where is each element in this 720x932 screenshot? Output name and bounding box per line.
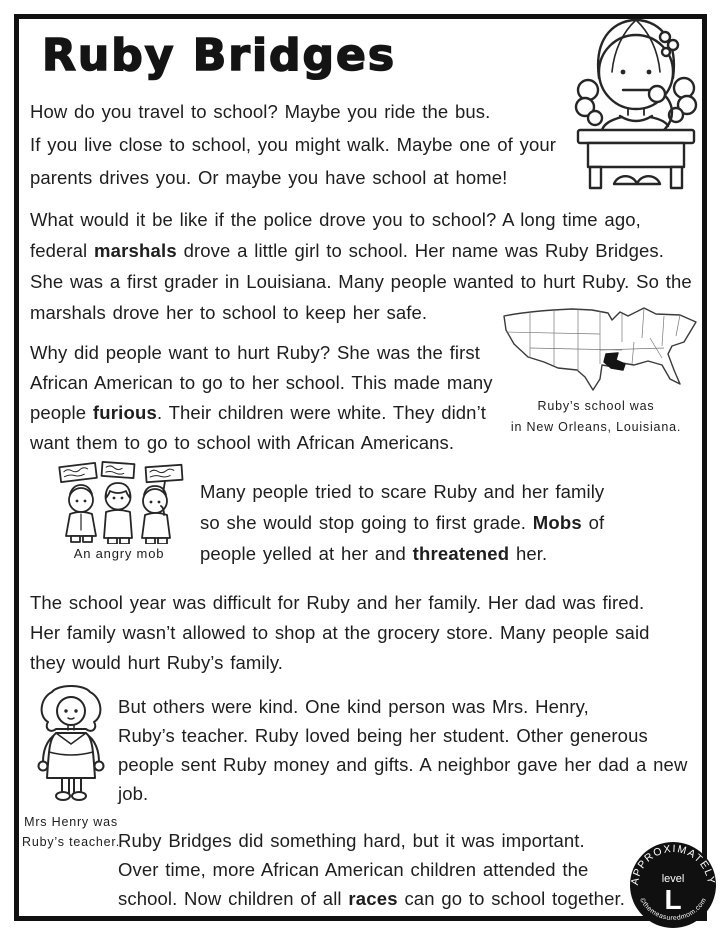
paragraph-4: Many people tried to scare Ruby and her family so she would stop going to first grade. Mobs of people yelled at her and threatened her. bbox=[200, 481, 605, 564]
teacher-illustration bbox=[32, 682, 112, 804]
level-badge bbox=[629, 841, 717, 929]
picket-sign bbox=[102, 462, 135, 478]
paragraph-5: The school year was difficult for Ruby and her family. Her dad was fired. Her family wasn’t allowed to shop at the grocery store. Many people said they would hurt Ruby’s family. bbox=[30, 592, 650, 673]
badge-level-letter: L bbox=[664, 884, 682, 915]
mob-caption: An angry mob bbox=[73, 546, 165, 561]
page-title: Ruby Bridges bbox=[42, 30, 397, 81]
paragraph-1: How do you travel to school? Maybe you ride the bus. If you live close to school, you might walk. Maybe one of your parents drives you. Or maybe you have school at home! bbox=[30, 101, 557, 188]
girl-at-desk-illustration bbox=[562, 12, 710, 192]
pigtail-right bbox=[674, 78, 694, 98]
paragraph-7: Ruby Bridges did something hard, but it was important. Over time, more African American children attended the school. Now children of all races can go to school together. bbox=[118, 830, 625, 909]
pigtail-left bbox=[578, 80, 598, 100]
badge-level-label: level bbox=[661, 873, 685, 885]
desk-top bbox=[578, 130, 694, 143]
paragraph-6: But others were kind. One kind person was Mrs. Henry, Ruby’s teacher. Ruby loved being her student. Other generous people sent Ruby money and gifts. A neighbor gave her dad a new job. bbox=[118, 696, 688, 804]
badge-arc-top: APPROXIMATELY bbox=[629, 842, 717, 886]
paragraph-3: Why did people want to hurt Ruby? She was the first African American to go to her school. This made many people furious. Their children were white. They didn’t want them to go to school with African Americans. bbox=[30, 342, 493, 453]
angry-mob-illustration bbox=[52, 460, 188, 544]
teacher-caption: Mrs Henry was Ruby’s teacher. bbox=[22, 815, 120, 849]
picket-sign bbox=[146, 465, 183, 482]
usa-map-illustration bbox=[494, 302, 704, 392]
hair-bow bbox=[660, 32, 670, 42]
map-caption: Ruby’s school was in New Orleans, Louisiana. bbox=[510, 399, 682, 434]
badge-arc-bottom: ©themeasuredmom.com bbox=[637, 896, 709, 923]
hand-on-chin bbox=[649, 86, 665, 102]
paragraph-2: What would it be like if the police drove you to school? A long time ago, federal marshals drove a little girl to school. Her name was Ruby Bridges. She was a first grader in Louisiana. Many people wanted to hurt Ruby. So the marshals drove her to school to keep her safe. bbox=[30, 209, 692, 323]
picket-sign bbox=[59, 463, 97, 482]
